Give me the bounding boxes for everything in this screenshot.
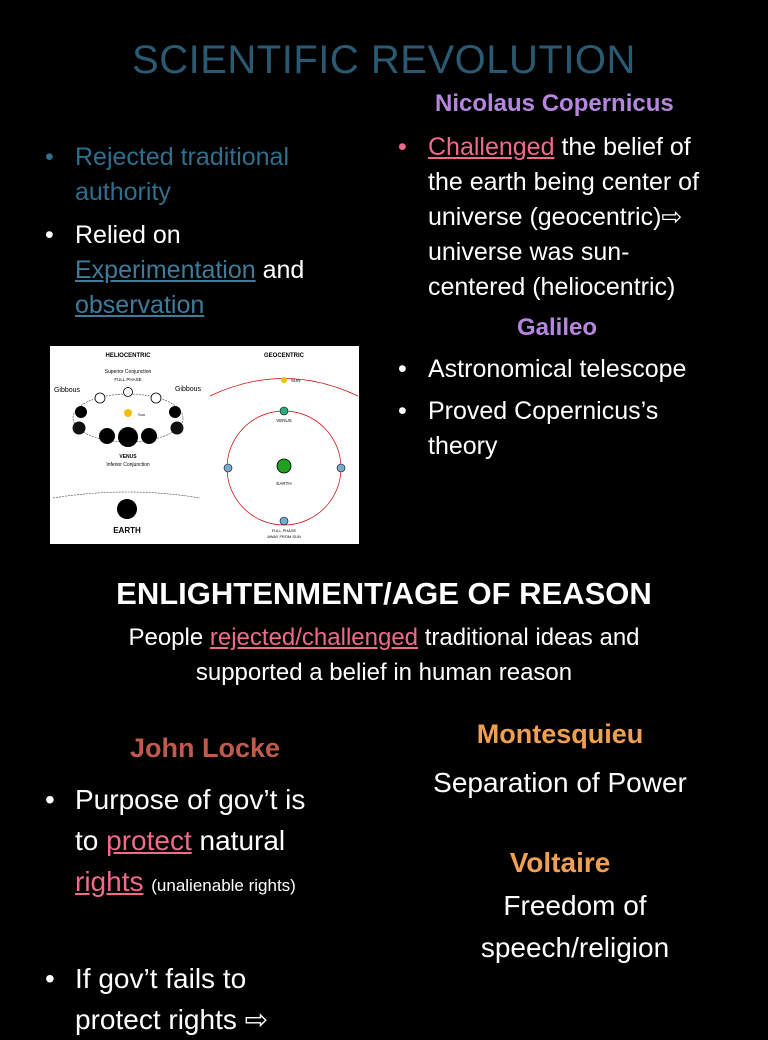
diagram-superior: Superior Conjunction bbox=[104, 369, 152, 375]
copernicus-bullet: • Challenged the belief of the earth being center of universe (geocentric)⇨ universe was sun- centered (heliocentric) bbox=[398, 133, 700, 301]
copernicus-heading: Nicolaus Copernicus bbox=[435, 90, 674, 117]
link-rejected-challenged: rejected/challenged bbox=[209, 624, 419, 651]
locke-heading: John Locke bbox=[130, 733, 281, 763]
diagram-gibbous-right: Gibbous bbox=[174, 386, 202, 393]
diagram-geo-venus: VENUS bbox=[276, 418, 292, 423]
link-experimentation: Experimentation bbox=[75, 256, 256, 284]
link-rights: rights bbox=[75, 866, 144, 897]
montesquieu-heading: Montesquieu bbox=[476, 719, 644, 749]
diagram-geo-sun: SUN bbox=[291, 378, 301, 383]
bullet-rejected-authority: • Rejected traditional authority bbox=[45, 143, 290, 206]
diagram-venus: VENUS bbox=[119, 454, 137, 460]
diagram-sun: Sun bbox=[138, 412, 146, 417]
diagram-geo-full2: AWAY FROM SUN bbox=[267, 534, 301, 539]
bullet-relied-on: • Relied on Experimentation and observation bbox=[45, 221, 305, 319]
diagram-earth-left: EARTH bbox=[113, 526, 141, 535]
unalienable-note: (unalienable rights) bbox=[151, 876, 296, 895]
voltaire-heading: Voltaire bbox=[509, 847, 611, 878]
montesquieu-desc: Separation of Power bbox=[433, 767, 687, 798]
locke-bullet-purpose: • Purpose of gov’t is to protect natural rights (unalienable rights) bbox=[45, 784, 306, 897]
voltaire-desc: Freedom of speech/religion bbox=[480, 890, 670, 963]
link-protect: protect bbox=[106, 825, 192, 856]
link-observation: observation bbox=[75, 291, 205, 319]
diagram-geo-earth: EARTH bbox=[276, 481, 292, 486]
page-title: SCIENTIFIC REVOLUTION bbox=[132, 38, 636, 82]
challenged-highlight: Challenged bbox=[428, 133, 555, 161]
helio-geo-diagram bbox=[50, 346, 359, 544]
diagram-geo-title: GEOCENTRIC bbox=[263, 353, 305, 359]
diagram-geo-full1: FULL PHASE bbox=[271, 528, 297, 533]
diagram-inferior: Inferior Conjunction bbox=[106, 462, 150, 468]
diagram-full-phase: FULL PHASE bbox=[114, 377, 142, 382]
galileo-heading: Galileo bbox=[517, 314, 598, 341]
galileo-bullet-proved: • Proved Copernicus’s theory bbox=[398, 397, 659, 460]
diagram-helio-title: HELIOCENTRIC bbox=[105, 353, 151, 359]
locke-bullet-fails: • If gov’t fails to protect rights ⇨ bbox=[45, 963, 269, 1035]
galileo-bullet-telescope: • Astronomical telescope bbox=[398, 355, 687, 383]
diagram-gibbous-left: Gibbous bbox=[53, 387, 81, 394]
enlightenment-heading: ENLIGHTENMENT/AGE OF REASON bbox=[116, 576, 652, 611]
enlightenment-desc: People rejected/challenged traditional ideas and supported a belief in human reason bbox=[128, 624, 640, 686]
